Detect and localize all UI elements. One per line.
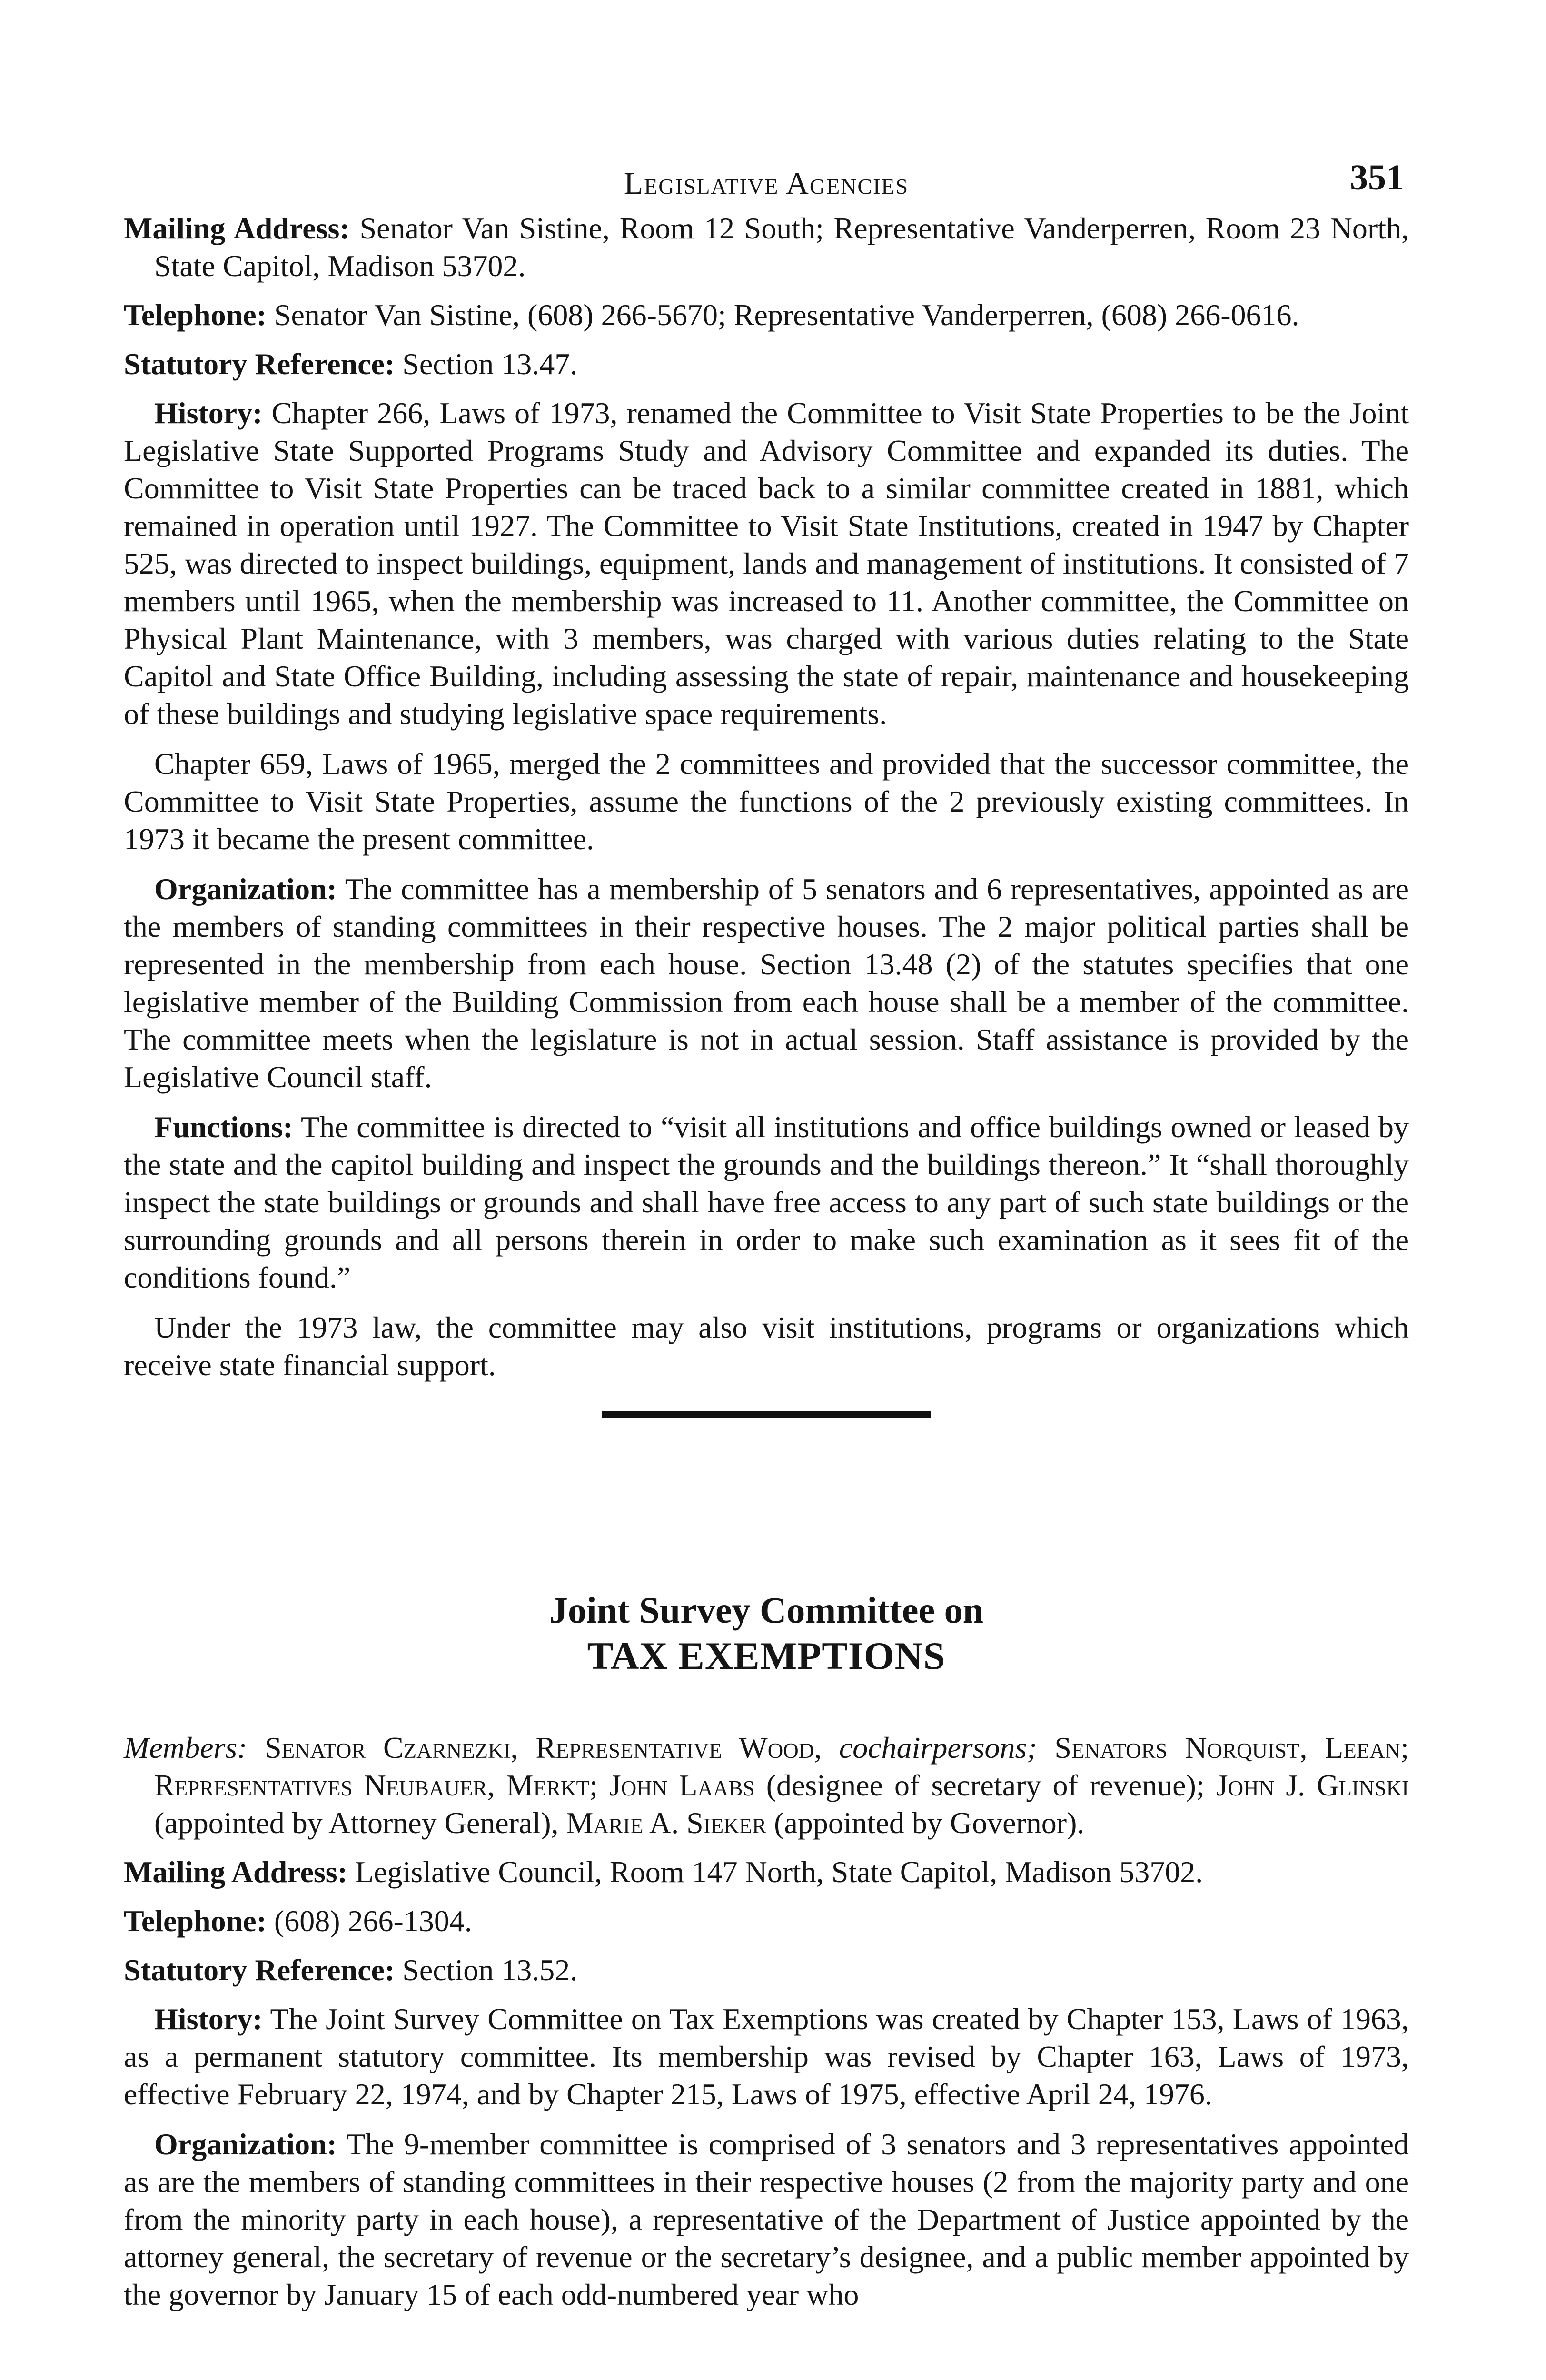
history-label: History: <box>154 396 263 430</box>
functions-paragraph-2: Under the 1973 law, the committee may also visit institutions, programs or organizations which receive state financial support. <box>124 1310 1409 1382</box>
mailing-address-label-2: Mailing Address: <box>124 1855 347 1889</box>
history-text-section-2: The Joint Survey Committee on Tax Exemptions was created by Chapter 153, Laws of 1963, as a permanent statutory committee. Its membership was revised by Chapter 163, Laws of 1973, effective February 22, 1974, and by Chapter 215, Laws of 1975, effective April 24, 1976. <box>124 2002 1409 2111</box>
history-paragraph-section-2 <box>124 2000 1409 2113</box>
mailing-address-label: Mailing Address: <box>124 211 350 245</box>
organization-paragraph-section-2 <box>124 2125 1409 2313</box>
section-tax-exemptions-committee <box>124 1587 1409 2313</box>
history-text: Chapter 266, Laws of 1973, renamed the Committee to Visit State Properties to be the Joint Legislative State Supported Programs Study and Advisory Committee and expanded its duties. The Committee to Visit State Properties can be traced back to a similar committee created in 1881, which remained in operation until 1927. The Committee to Visit State Institutions, created in 1947 by Chapter 525, was directed to inspect buildings, equipment, lands and management of institutions. It consisted of 7 members until 1965, when the membership was increased to 11. Another committee, the Committee on Physical Plant Maintenance, with 3 members, was charged with various duties relating to the State Capitol and State Office Building, including assessing the state of repair, maintenance and housekeeping of these buildings and studying legislative space requirements. <box>124 396 1409 731</box>
statutory-reference-text: Section 13.47. <box>402 347 578 381</box>
telephone-paragraph <box>124 296 1409 334</box>
page-number: 351 <box>1350 158 1404 198</box>
organization-label-2: Organization: <box>154 2127 337 2161</box>
functions-text: The committee is directed to “visit all institutions and office buildings owned or leased by the state and the capitol building and inspect the grounds and the buildings thereon.” It “shall thoroughly inspect the state buildings or grounds and shall have free access to any part of such state buildings or the surrounding grounds and all persons therein in order to make such examination as it sees fit of the conditions found.” <box>124 1110 1409 1294</box>
members-label: Members: <box>124 1731 248 1765</box>
history-label-2: History: <box>154 2002 263 2036</box>
statutory-reference-label: Statutory Reference: <box>124 347 395 381</box>
members-name-sieker: Marie A. Sieker <box>566 1806 767 1840</box>
members-note-attorney-general: (appointed by Attorney General), <box>154 1806 559 1840</box>
members-cochair-note: cochairpersons; <box>839 1731 1037 1765</box>
telephone-text-2: (608) 266-1304. <box>274 1904 472 1938</box>
mailing-address-text: Senator Van Sistine, Room 12 South; Representative Vanderperren, Room 23 North, State Capitol, Madison 53702. <box>154 211 1409 283</box>
history-paragraph-2: Chapter 659, Laws of 1965, merged the 2 committees and provided that the successor committee, the Committee to Visit State Properties, assume the functions of the 2 previously existing committees. In 1973 it became the present committee. <box>124 747 1409 856</box>
telephone-label-2: Telephone: <box>124 1904 267 1938</box>
telephone-label: Telephone: <box>124 298 267 332</box>
statutory-reference-text-2: Section 13.52. <box>402 1953 578 1987</box>
section-divider-rule <box>602 1411 931 1418</box>
running-header <box>124 157 1409 209</box>
running-title: Legislative Agencies <box>624 166 909 201</box>
statutory-reference-paragraph <box>124 345 1409 383</box>
history-paragraph <box>124 394 1409 733</box>
members-names-2: Senators Norquist, Leean; Representatives Neubauer, Merkt; John Laabs <box>154 1731 1409 1802</box>
mailing-address-text-2: Legislative Council, Room 147 North, State Capitol, Madison 53702. <box>355 1855 1203 1889</box>
section-heading <box>124 1587 1409 1679</box>
organization-label: Organization: <box>154 872 337 906</box>
document-page <box>124 157 1409 2326</box>
section-state-programs-committee <box>124 209 1409 1384</box>
members-paragraph <box>124 1729 1409 1842</box>
telephone-text: Senator Van Sistine, (608) 266-5670; Representative Vanderperren, (608) 266-0616. <box>274 298 1299 332</box>
organization-text: The committee has a membership of 5 senators and 6 representatives, appointed as are the members of standing committees in their respective houses. The 2 major political parties shall be represented in the membership from each house. Section 13.48 (2) of the statutes specifies that one legislative member of the Building Commission from each house shall be a member of the committee. The committee meets when the legislature is not in actual session. Staff assistance is provided by the Legislative Council staff. <box>124 872 1409 1094</box>
members-note-governor: (appointed by Governor). <box>774 1806 1085 1840</box>
members-note-revenue: (designee of secretary of revenue); <box>766 1768 1205 1802</box>
members-names-1: Senator Czarnezki, Representative Wood, <box>265 1731 822 1765</box>
statutory-reference-label-2: Statutory Reference: <box>124 1953 395 1987</box>
section-heading-line-2: TAX EXEMPTIONS <box>587 1634 946 1677</box>
statutory-reference-paragraph-2 <box>124 1951 1409 1989</box>
members-name-glinski: John J. Glinski <box>1216 1768 1409 1802</box>
mailing-address-paragraph-2 <box>124 1853 1409 1891</box>
telephone-paragraph-2 <box>124 1902 1409 1940</box>
functions-paragraph <box>124 1108 1409 1296</box>
functions-label: Functions: <box>154 1110 293 1144</box>
organization-paragraph <box>124 870 1409 1096</box>
organization-text-section-2: The 9-member committee is comprised of 3 senators and 3 representatives appointed as are the members of standing committees in their respective houses (2 from the majority party and one from the minority party in each house), a representative of the Department of Justice appointed by the attorney general, the secretary of revenue or the secretary’s designee, and a public member appointed by the governor by January 15 of each odd-numbered year who <box>124 2127 1409 2311</box>
mailing-address-paragraph <box>124 209 1409 285</box>
section-heading-line-1: Joint Survey Committee on <box>549 1589 984 1631</box>
